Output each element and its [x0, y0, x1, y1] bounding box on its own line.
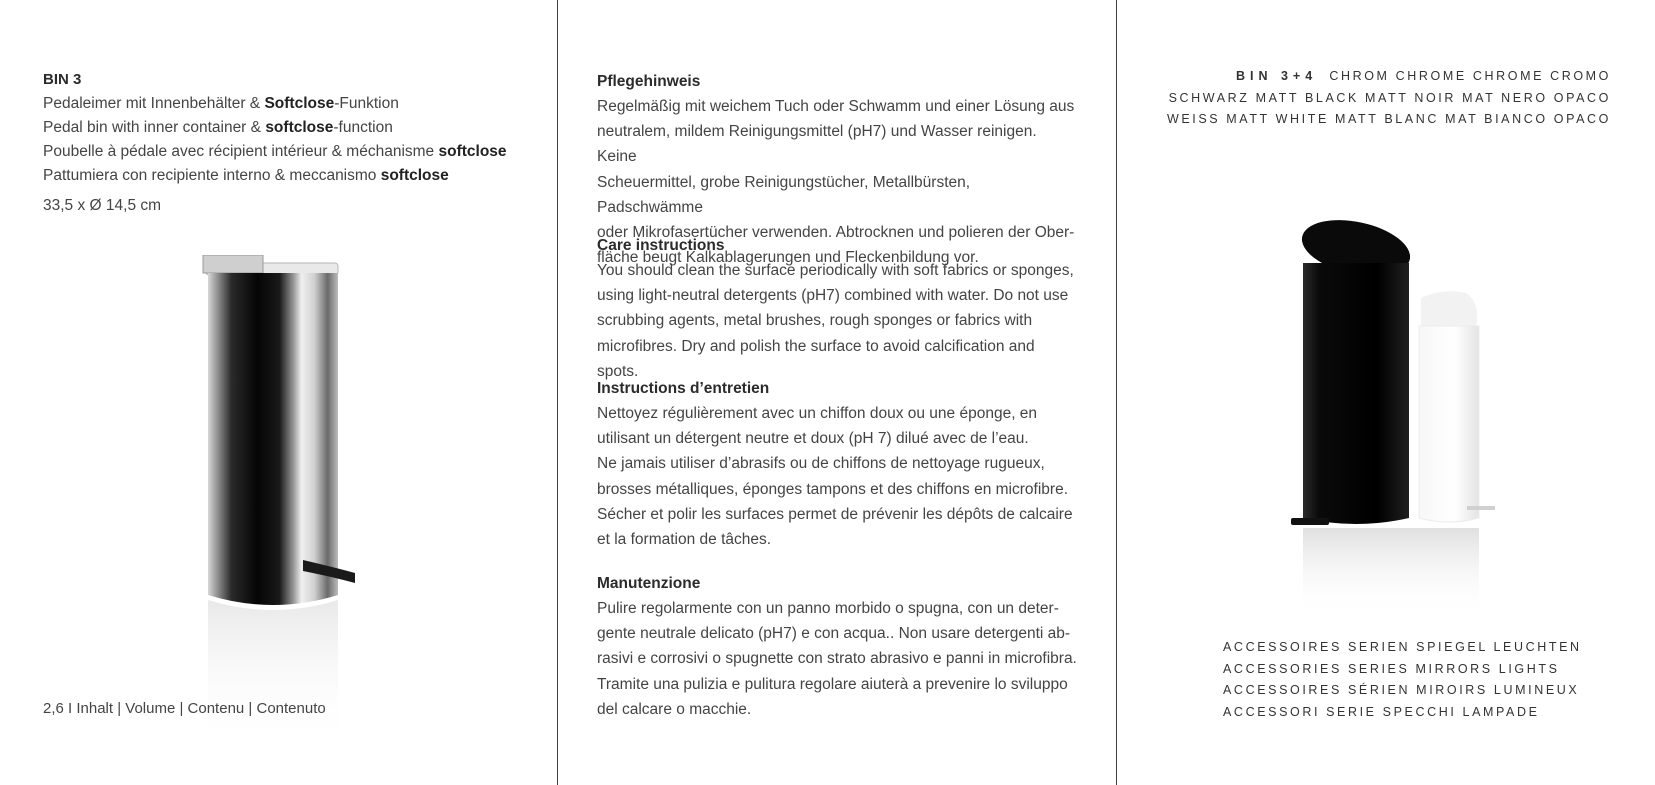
text-line: scrubbing agents, metal brushes, rough sponges or fabrics with: [597, 312, 1033, 330]
series-line-it: ACCESSORI SERIE SPECCHI LAMPADE: [1223, 704, 1540, 719]
black-bin-body: [1303, 263, 1409, 524]
care-title-en: Care instructions: [597, 237, 725, 254]
white-bin-body: [1419, 326, 1479, 522]
text-line: gente neutrale delicato (pH7) e con acqua.. Non usare detergenti ab-: [597, 625, 1071, 643]
text-line: You should clean the surface periodically with soft fabrics or sponges,: [597, 262, 1074, 279]
white-bin-lid: [1421, 291, 1477, 328]
right-column: [1166, 0, 1611, 785]
product-description: [43, 92, 507, 188]
finish-line-black: SCHWARZ MATT BLACK MATT NOIR MAT NERO OPACO: [1168, 90, 1611, 105]
bin-reflection: [208, 600, 338, 745]
black-bin-pedal: [1291, 518, 1329, 525]
care-title-fr: Instructions d’entretien: [597, 380, 770, 397]
care-text-en: [597, 258, 1077, 384]
description-line-fr: Poubelle à pédale avec récipient intérieur & méchanisme softclose: [43, 143, 507, 160]
text-line: neutralem, mildem Reinigungsmittel (pH7) und Wasser reinigen. Keine: [597, 123, 1037, 166]
text-line: Pulire regolarmente con un panno morbido o spugna, con un deter-: [597, 600, 1059, 617]
description-line-de: Pedaleimer mit Innenbehälter & Softclose-Funktion: [43, 95, 399, 112]
text-line: microfibres. Dry and polish the surface to avoid calcification and spots.: [597, 337, 1035, 380]
series-line-de: ACCESSOIRES SERIEN SPIEGEL LEUCHTEN: [1223, 640, 1582, 654]
text-line: Scheuermittel, grobe Reinigungstücher, Metallbürsten, Padschwämme: [597, 173, 971, 216]
series-label: BIN 3+4: [1235, 69, 1318, 83]
care-section-en: [597, 234, 1077, 384]
finish-line-chrome: BIN 3+4 CHROM CHROME CHROME CROMO: [1235, 69, 1611, 83]
description-line-it: Pattumiera con recipiente interno & meccanismo softclose: [43, 167, 449, 184]
text-line: et la formation de tâches.: [597, 531, 772, 549]
text-line: rasivi e corrosivi o spugnette con strato abrasivo e panni in microfibra.: [597, 650, 1077, 668]
left-column: [43, 0, 543, 785]
column-divider-right: [1116, 0, 1117, 785]
text-line: fläche beugt Kalkablagerungen und Fleckenbildung vor.: [597, 249, 979, 267]
text-line: Sécher et polir les surfaces permet de prévenir les dépôts de calcaire: [597, 505, 1073, 523]
bin-body: [208, 273, 338, 605]
text-line: Ne jamais utiliser d’abrasifs ou de chiffons de nettoyage rugueux,: [597, 455, 1045, 473]
text-line: Regelmäßig mit weichem Tuch oder Schwamm und einer Lösung aus: [597, 98, 1075, 115]
care-title-it: Manutenzione: [597, 575, 701, 592]
series-footer: [1223, 637, 1582, 723]
product-title: BIN 3: [43, 71, 82, 88]
text-line: oder Mikrofasertücher verwenden. Abtrocknen und polieren der Ober-: [597, 224, 1075, 242]
text-line: Nettoyez régulièrement avec un chiffon doux ou une éponge, en: [597, 405, 1038, 422]
bin-hinge: [203, 255, 263, 273]
column-divider-left: [557, 0, 558, 785]
product-dimensions: 33,5 x Ø 14,5 cm: [43, 197, 162, 214]
care-text-fr: [597, 401, 1077, 552]
finish-line-white: WEISS MATT WHITE MATT BLANC MAT BIANCO OPACO: [1166, 112, 1611, 126]
text-line: del calcare o macchie.: [597, 700, 752, 718]
series-line-en: ACCESSORIES SERIES MIRRORS LIGHTS: [1223, 661, 1560, 676]
text-line: Tramite una pulizia e pulitura regolare aiuterà a prevenire lo sviluppo: [597, 675, 1068, 693]
page-footer: 2,6 I Inhalt | Volume | Contenu | Contenuto: [43, 700, 326, 717]
series-line-fr: ACCESSOIRES SÉRIEN MIROIRS LUMINEUX: [1223, 683, 1580, 697]
description-line-en: Pedal bin with inner container & softclose-function: [43, 119, 393, 136]
care-section-it: [597, 572, 1077, 722]
middle-column: [597, 0, 1097, 785]
bins-reflection: [1303, 528, 1479, 618]
white-bin-pedal: [1467, 506, 1495, 510]
care-text-it: [597, 596, 1077, 722]
finish-header: [1167, 66, 1611, 131]
text-line: brosses métalliques, éponges tampons et des chiffons en microfibre.: [597, 480, 1068, 498]
care-title-de: Pflegehinweis: [597, 73, 701, 90]
text-line: using light-neutral detergents (pH7) combined with water. Do not use: [597, 287, 1069, 305]
chrome-pedal-bin-image: [193, 255, 373, 775]
care-section-fr: [597, 377, 1077, 552]
text-line: utilisant un détergent neutre et doux (pH 7) dilué avec de l’eau.: [597, 430, 1029, 448]
black-white-bins-image: [1291, 218, 1531, 618]
